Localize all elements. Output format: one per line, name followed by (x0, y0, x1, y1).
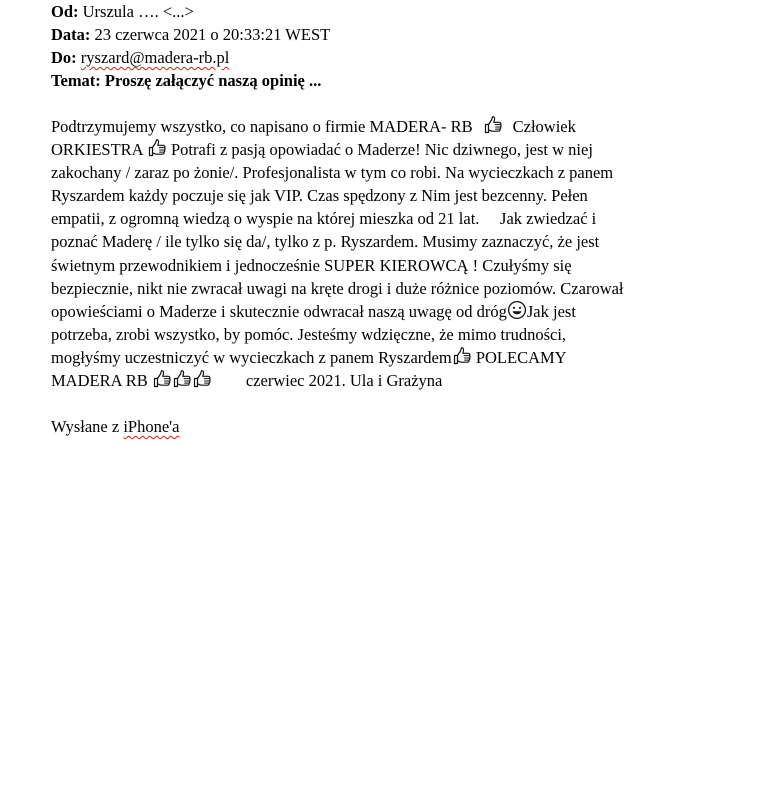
body-line: bezpiecznie, nikt nie zwracał uwagi na kręte drogi i duże różnice poziomów. Czarował (51, 278, 624, 298)
thumbs-up-icon (147, 138, 167, 158)
subject-text: Temat: Proszę załączyć naszą opinię ... (51, 71, 322, 90)
body-line: poznać Maderę / ile tylko się da/, tylko z p. Ryszardem. Musimy zaznaczyć, że jest (51, 232, 600, 252)
signature-prefix: Wysłane z (51, 417, 124, 437)
to-email-link[interactable]: ryszard@madera-rb.pl (80, 48, 230, 67)
body-text: Podtrzymujemy wszystko, co napisano o firmie MADERA- RB (51, 117, 473, 136)
body-line: potrzeba, zrobi wszystko, by pomóc. Jesteśmy wdzięczne, że mimo trudności, (51, 324, 567, 344)
body-text: Jak jest (526, 301, 576, 321)
body-text: ORKIESTRA (51, 140, 143, 160)
body-text: czerwiec 2021. Ula i Grażyna (245, 371, 443, 391)
thumbs-up-icon (452, 346, 472, 366)
body-line (51, 300, 751, 323)
from-label: Od: (51, 2, 79, 21)
body-text: Człowiek (512, 117, 576, 136)
to-line (51, 46, 751, 69)
thumbs-up-icon (172, 369, 192, 389)
body-text: Potrafi z pasją opowiadać o Maderze! Nic dziwnego, jest w niej (170, 140, 593, 160)
to-label: Do: (51, 48, 77, 67)
signature-line (51, 415, 751, 438)
email-printout (51, 0, 751, 438)
subject-line (51, 69, 751, 92)
from-line (51, 0, 751, 23)
smiley-icon (507, 300, 527, 320)
body-line (51, 138, 751, 161)
body-line (51, 369, 751, 392)
body-line: Ryszardem każdy poczuje się jak VIP. Czas spędzony z Nim jest bezcenny. Pełen (51, 186, 588, 206)
body-line: zakochany / zaraz po żonie/. Profesjonalista w tym co robi. Na wycieczkach z panem (51, 163, 614, 183)
body-text: MADERA RB (51, 371, 148, 391)
from-value: Urszula …. <...> (78, 2, 194, 21)
body-line (51, 346, 751, 369)
date-label: Data: (51, 25, 91, 44)
body-text: mogłyśmy uczestniczyć w wycieczkach z panem Ryszardem (51, 347, 452, 367)
thumbs-up-icon (483, 115, 503, 135)
body-text: POLECAMY (475, 347, 567, 367)
date-line (51, 23, 751, 46)
date-value: 23 czerwca 2021 o 20:33:21 WEST (90, 25, 331, 44)
body-text: opowieściami o Maderze i skutecznie odwracał naszą uwagę od dróg (51, 301, 507, 321)
signature-device: iPhone'a (123, 417, 180, 437)
message-body (51, 115, 751, 392)
thumbs-up-icon (152, 369, 172, 389)
thumbs-up-icon (192, 369, 212, 389)
body-line (51, 115, 751, 138)
body-line: świetnym przewodnikiem i jednocześnie SUPER KIEROWCĄ ! Czułyśmy się (51, 255, 572, 275)
body-line: empatii, z ogromną wiedzą o wyspie na której mieszka od 21 lat. Jak zwiedzać i (51, 209, 597, 229)
